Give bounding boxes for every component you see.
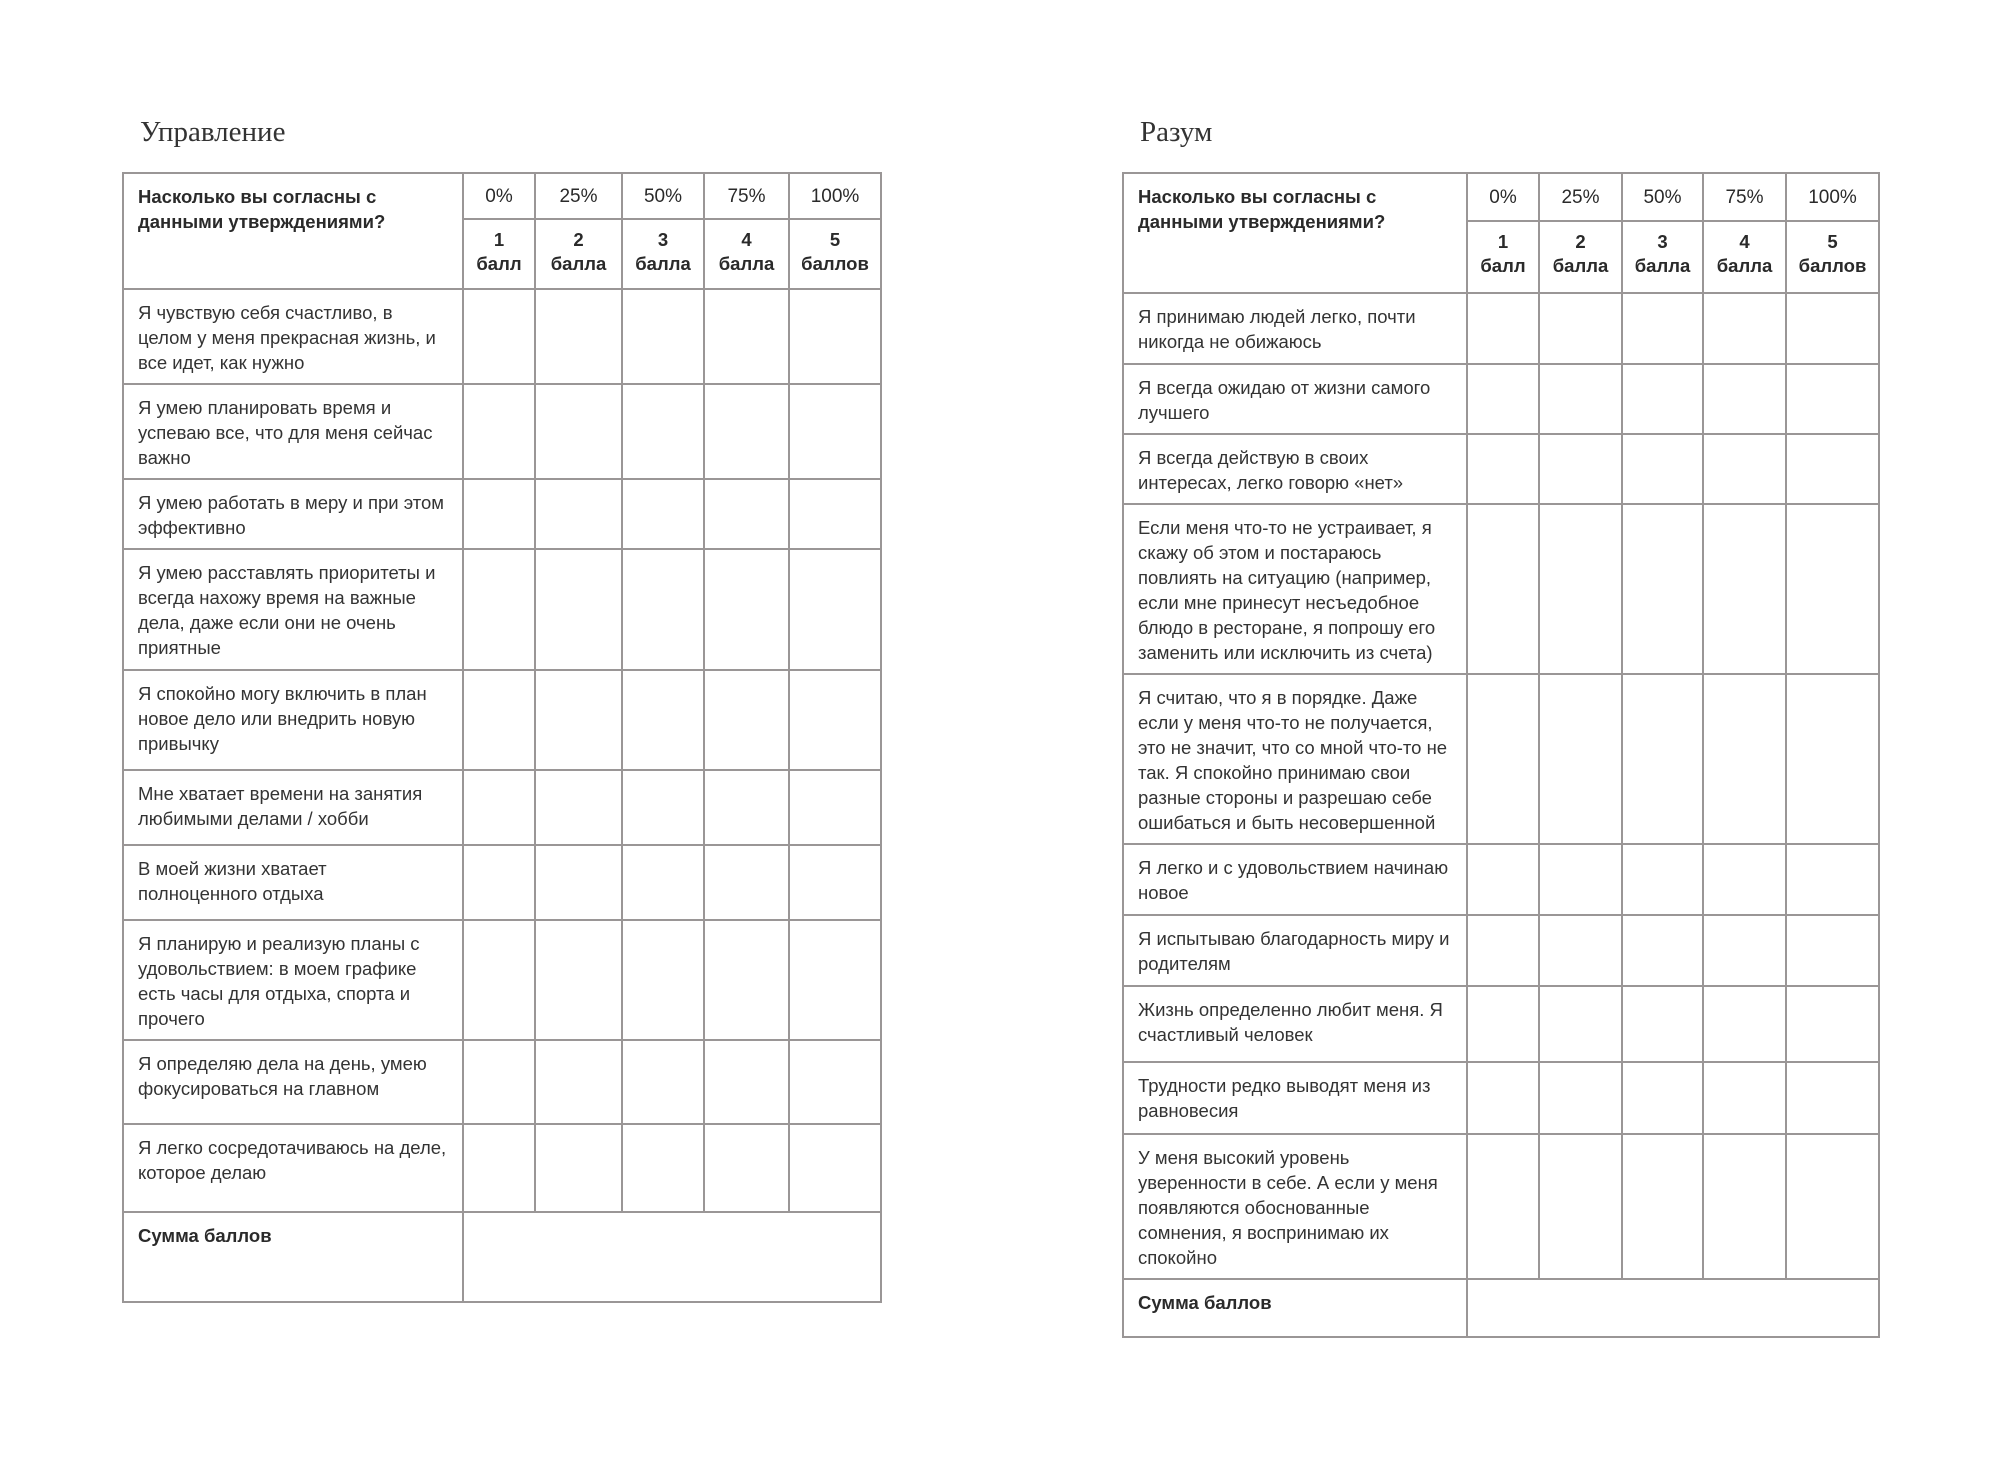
table-row xyxy=(123,770,881,845)
statement-text: В моей жизни хватает полноценного отдыха xyxy=(123,845,463,920)
score-cell[interactable] xyxy=(1467,844,1539,915)
statement-text: Я умею планировать время и успеваю все, что для меня сейчас важно xyxy=(123,384,463,479)
scale-percent: 100% xyxy=(1786,173,1879,221)
score-cell[interactable] xyxy=(622,549,704,670)
score-cell[interactable] xyxy=(463,1040,535,1124)
statement-text: Я умею расставлять приоритеты и всегда нахожу время на важные дела, даже если они не очень приятные xyxy=(123,549,463,670)
score-cell[interactable] xyxy=(704,384,789,479)
score-cell[interactable] xyxy=(1786,1062,1879,1134)
scale-score: 5 баллов xyxy=(1786,221,1879,293)
score-cell[interactable] xyxy=(704,549,789,670)
score-cell[interactable] xyxy=(622,384,704,479)
section-upravlenie xyxy=(122,112,882,1303)
section-title: Разум xyxy=(1140,116,1213,148)
score-cell[interactable] xyxy=(463,920,535,1040)
table-row xyxy=(123,479,881,549)
score-cell[interactable] xyxy=(622,770,704,845)
table-row xyxy=(123,845,881,920)
score-cell[interactable] xyxy=(1467,915,1539,986)
statement-text: Я всегда ожидаю от жизни самого лучшего xyxy=(1123,364,1467,434)
statement-text: У меня высокий уровень уверенности в себе. А если у меня появляются обоснованные сомнения, я воспринимаю их спокойно xyxy=(1123,1134,1467,1279)
scale-score: 4 балла xyxy=(1703,221,1786,293)
score-cell[interactable] xyxy=(1703,986,1786,1062)
table-row xyxy=(1123,1134,1879,1279)
statement-text: Трудности редко выводят меня из равновесия xyxy=(1123,1062,1467,1134)
score-cell[interactable] xyxy=(789,549,881,670)
score-cell[interactable] xyxy=(1467,986,1539,1062)
sum-cell[interactable] xyxy=(1467,1279,1879,1337)
statement-text: Я легко сосредотачиваюсь на деле, которое делаю xyxy=(123,1124,463,1212)
scale-percent: 25% xyxy=(1539,173,1622,221)
score-cell[interactable] xyxy=(1703,504,1786,674)
score-cell[interactable] xyxy=(535,845,622,920)
score-cell[interactable] xyxy=(704,920,789,1040)
score-cell[interactable] xyxy=(1786,293,1879,364)
statement-text: Я планирую и реализую планы с удовольствием: в моем графике есть часы для отдыха, спорта и прочего xyxy=(123,920,463,1040)
score-cell[interactable] xyxy=(463,384,535,479)
score-cell[interactable] xyxy=(1703,364,1786,434)
score-cell[interactable] xyxy=(622,289,704,384)
score-cell[interactable] xyxy=(1467,434,1539,504)
statement-text: Я всегда действую в своих интересах, легко говорю «нет» xyxy=(1123,434,1467,504)
score-cell[interactable] xyxy=(1622,1062,1703,1134)
score-cell[interactable] xyxy=(1467,1134,1539,1279)
table-row xyxy=(1123,504,1879,674)
question-header: Насколько вы согласны с данными утверждениями? xyxy=(1123,173,1467,293)
score-cell[interactable] xyxy=(1622,844,1703,915)
scale-score: 2 балла xyxy=(535,219,622,289)
scale-score: 3 балла xyxy=(1622,221,1703,293)
score-cell[interactable] xyxy=(789,384,881,479)
statement-text: Мне хватает времени на занятия любимыми делами / хобби xyxy=(123,770,463,845)
score-cell[interactable] xyxy=(463,549,535,670)
scale-percent: 25% xyxy=(535,173,622,219)
score-cell[interactable] xyxy=(704,1124,789,1212)
scale-score: 1 балл xyxy=(1467,221,1539,293)
score-cell[interactable] xyxy=(535,920,622,1040)
table-row xyxy=(123,920,881,1040)
score-cell[interactable] xyxy=(1539,1134,1622,1279)
score-cell[interactable] xyxy=(535,1040,622,1124)
survey-table xyxy=(1122,172,1880,1338)
table-row xyxy=(1123,293,1879,364)
score-cell[interactable] xyxy=(789,770,881,845)
score-cell[interactable] xyxy=(463,289,535,384)
score-cell[interactable] xyxy=(1539,986,1622,1062)
score-cell[interactable] xyxy=(1786,434,1879,504)
score-cell[interactable] xyxy=(622,920,704,1040)
score-cell[interactable] xyxy=(535,770,622,845)
score-cell[interactable] xyxy=(1539,434,1622,504)
score-cell[interactable] xyxy=(1467,293,1539,364)
score-cell[interactable] xyxy=(463,770,535,845)
scale-score: 1 балл xyxy=(463,219,535,289)
score-cell[interactable] xyxy=(1539,674,1622,844)
table-row xyxy=(1123,915,1879,986)
score-cell[interactable] xyxy=(789,289,881,384)
statement-text: Я испытываю благодарность миру и родителям xyxy=(1123,915,1467,986)
score-cell[interactable] xyxy=(1786,986,1879,1062)
score-cell[interactable] xyxy=(535,384,622,479)
score-cell[interactable] xyxy=(1622,434,1703,504)
score-cell[interactable] xyxy=(1703,293,1786,364)
score-cell[interactable] xyxy=(1703,434,1786,504)
score-cell[interactable] xyxy=(1703,1062,1786,1134)
table-row xyxy=(123,384,881,479)
sum-row xyxy=(123,1212,881,1302)
score-cell[interactable] xyxy=(1622,504,1703,674)
score-cell[interactable] xyxy=(1622,915,1703,986)
scale-percent: 100% xyxy=(789,173,881,219)
table-row xyxy=(123,1124,881,1212)
score-cell[interactable] xyxy=(535,289,622,384)
question-header: Насколько вы согласны с данными утверждениями? xyxy=(123,173,463,289)
score-cell[interactable] xyxy=(1622,986,1703,1062)
scale-score: 3 балла xyxy=(622,219,704,289)
score-cell[interactable] xyxy=(789,479,881,549)
sum-cell[interactable] xyxy=(463,1212,881,1302)
score-cell[interactable] xyxy=(704,479,789,549)
statement-text: Жизнь определенно любит меня. Я счастливый человек xyxy=(1123,986,1467,1062)
score-cell[interactable] xyxy=(535,479,622,549)
scale-percent: 75% xyxy=(704,173,789,219)
score-cell[interactable] xyxy=(1539,364,1622,434)
score-cell[interactable] xyxy=(622,1124,704,1212)
score-cell[interactable] xyxy=(789,1124,881,1212)
sum-label: Сумма баллов xyxy=(1123,1279,1467,1337)
score-cell[interactable] xyxy=(789,670,881,770)
score-cell[interactable] xyxy=(1786,674,1879,844)
section-title: Управление xyxy=(140,116,286,148)
score-cell[interactable] xyxy=(1539,915,1622,986)
score-cell[interactable] xyxy=(1622,674,1703,844)
score-cell[interactable] xyxy=(1539,504,1622,674)
score-cell[interactable] xyxy=(789,920,881,1040)
score-cell[interactable] xyxy=(1467,364,1539,434)
statement-text: Я определяю дела на день, умею фокусироваться на главном xyxy=(123,1040,463,1124)
score-cell[interactable] xyxy=(1467,674,1539,844)
survey-table xyxy=(122,172,882,1303)
score-cell[interactable] xyxy=(1539,293,1622,364)
score-cell[interactable] xyxy=(704,289,789,384)
sum-label: Сумма баллов xyxy=(123,1212,463,1302)
table-row xyxy=(123,1040,881,1124)
scale-score: 4 балла xyxy=(704,219,789,289)
section-razum xyxy=(1122,112,1880,1338)
scale-percent: 0% xyxy=(463,173,535,219)
score-cell[interactable] xyxy=(1786,915,1879,986)
score-cell[interactable] xyxy=(535,670,622,770)
table-row xyxy=(123,549,881,670)
score-cell[interactable] xyxy=(622,1040,704,1124)
score-cell[interactable] xyxy=(1703,674,1786,844)
scale-percent: 50% xyxy=(1622,173,1703,221)
statement-text: Я спокойно могу включить в план новое дело или внедрить новую привычку xyxy=(123,670,463,770)
score-cell[interactable] xyxy=(1703,915,1786,986)
statement-text: Я принимаю людей легко, почти никогда не обижаюсь xyxy=(1123,293,1467,364)
score-cell[interactable] xyxy=(1786,844,1879,915)
score-cell[interactable] xyxy=(1703,844,1786,915)
score-cell[interactable] xyxy=(622,479,704,549)
score-cell[interactable] xyxy=(463,1124,535,1212)
score-cell[interactable] xyxy=(1622,364,1703,434)
score-cell[interactable] xyxy=(789,845,881,920)
score-cell[interactable] xyxy=(704,770,789,845)
scale-percent: 0% xyxy=(1467,173,1539,221)
score-cell[interactable] xyxy=(789,1040,881,1124)
statement-text: Я считаю, что я в порядке. Даже если у меня что-то не получается, это не значит, что со мной что-то не так. Я спокойно принимаю свои разные стороны и разрешаю себе ошибаться и быть несовершенной xyxy=(1123,674,1467,844)
score-cell[interactable] xyxy=(463,670,535,770)
scale-percent: 50% xyxy=(622,173,704,219)
table-row xyxy=(123,670,881,770)
score-cell[interactable] xyxy=(704,1040,789,1124)
score-cell[interactable] xyxy=(704,845,789,920)
statement-text: Если меня что-то не устраивает, я скажу об этом и постараюсь повлиять на ситуацию (например, если мне принесут несъедобное блюдо в ресторане, я попрошу его заменить или исключить из счета) xyxy=(1123,504,1467,674)
score-cell[interactable] xyxy=(1786,364,1879,434)
table-row xyxy=(1123,1062,1879,1134)
table-row xyxy=(1123,364,1879,434)
score-cell[interactable] xyxy=(622,845,704,920)
table-row xyxy=(1123,844,1879,915)
score-cell[interactable] xyxy=(1539,844,1622,915)
score-cell[interactable] xyxy=(1786,1134,1879,1279)
score-cell[interactable] xyxy=(1703,1134,1786,1279)
statement-text: Я умею работать в меру и при этом эффективно xyxy=(123,479,463,549)
score-cell[interactable] xyxy=(1622,293,1703,364)
scale-percent: 75% xyxy=(1703,173,1786,221)
table-row xyxy=(1123,434,1879,504)
scale-score: 5 баллов xyxy=(789,219,881,289)
table-row xyxy=(1123,674,1879,844)
score-cell[interactable] xyxy=(704,670,789,770)
score-cell[interactable] xyxy=(1539,1062,1622,1134)
statement-text: Я легко и с удовольствием начинаю новое xyxy=(1123,844,1467,915)
table-row xyxy=(123,289,881,384)
score-cell[interactable] xyxy=(1622,1134,1703,1279)
table-row xyxy=(1123,986,1879,1062)
score-cell[interactable] xyxy=(463,845,535,920)
score-cell[interactable] xyxy=(535,1124,622,1212)
score-cell[interactable] xyxy=(463,479,535,549)
score-cell[interactable] xyxy=(535,549,622,670)
score-cell[interactable] xyxy=(1786,504,1879,674)
score-cell[interactable] xyxy=(1467,1062,1539,1134)
scale-score: 2 балла xyxy=(1539,221,1622,293)
sum-row xyxy=(1123,1279,1879,1337)
statement-text: Я чувствую себя счастливо, в целом у меня прекрасная жизнь, и все идет, как нужно xyxy=(123,289,463,384)
score-cell[interactable] xyxy=(622,670,704,770)
score-cell[interactable] xyxy=(1467,504,1539,674)
